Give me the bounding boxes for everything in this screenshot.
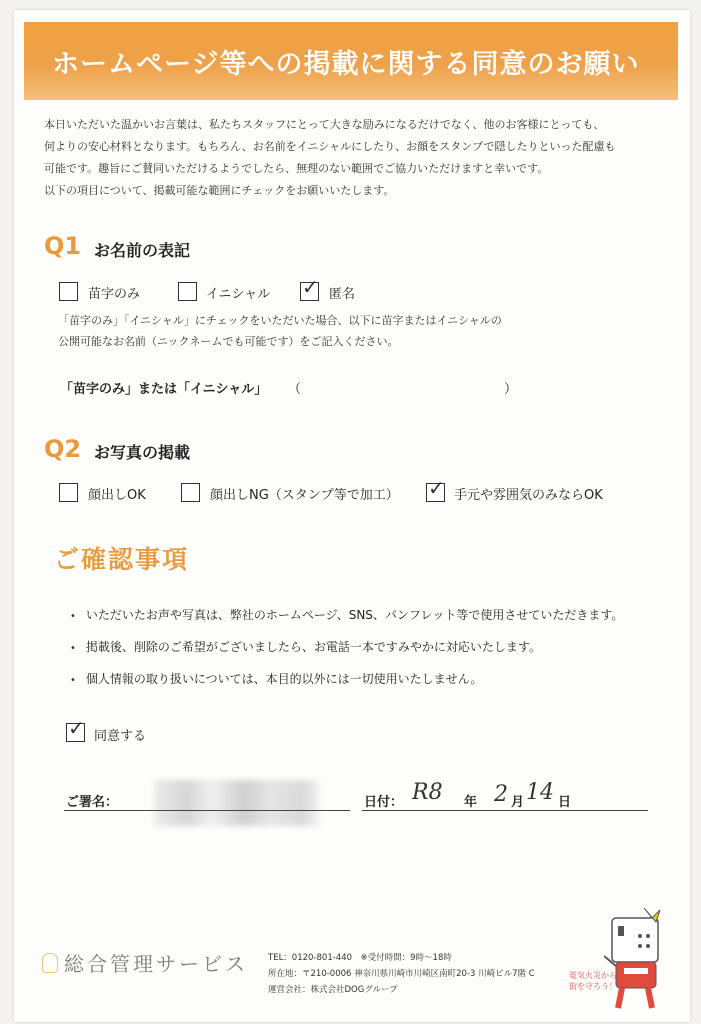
date-year-unit: 年 bbox=[464, 795, 478, 810]
confirm-section-title: ご確認事項 bbox=[54, 545, 190, 574]
q2-option-hands-only: 手元や雰囲気のみならOK bbox=[454, 488, 603, 503]
q2-title: お写真の掲載 bbox=[94, 443, 191, 462]
title-banner bbox=[24, 22, 678, 100]
company-logo bbox=[42, 948, 248, 977]
confirm-list bbox=[70, 600, 623, 696]
date-day: 14 bbox=[526, 780, 554, 805]
check-mark-icon: ✓ bbox=[68, 716, 85, 740]
q1-note-line: 「苗字のみ」「イニシャル」にチェックをいただいた場合、以下に苗字またはイニシャルの bbox=[58, 314, 502, 327]
confirm-item: • いただいたお声や写真は、弊社のホームページ、SNS、パンフレット等で使用させていただきます。 bbox=[70, 600, 623, 632]
footer-operator: 運営会社：株式会社DOGグループ bbox=[268, 985, 398, 995]
date-line bbox=[362, 810, 648, 811]
q1-option-surname: 苗字のみ bbox=[88, 287, 141, 302]
q1-label: Q1 bbox=[44, 232, 82, 260]
confirm-item: • 個人情報の取り扱いについては、本目的以外には一切使用いたしません。 bbox=[70, 664, 623, 696]
agree-checkbox[interactable] bbox=[66, 716, 85, 742]
check-mark-icon: ✓ bbox=[428, 476, 445, 500]
q2-option-face-ok: 顔出しOK bbox=[88, 488, 146, 503]
q1-title: お名前の表記 bbox=[94, 241, 191, 260]
date-label: 日付： bbox=[364, 795, 404, 810]
date-era: R8 bbox=[412, 780, 443, 805]
intro-line: 以下の項目について、掲載可能な範囲にチェックをお願いいたします。 bbox=[44, 184, 395, 197]
page-title: ホームページ等への掲載に関する同意のお願い bbox=[52, 49, 640, 80]
footer-contact bbox=[268, 950, 535, 998]
footer-tel: TEL：0120-801-440 ※受付時間：9時〜18時 bbox=[268, 953, 452, 963]
signature-line bbox=[64, 810, 350, 811]
mascot-illustration bbox=[604, 908, 684, 1013]
intro-line: 可能です。趣旨にご賛同いただけるようでしたら、無理のない範囲でご協力いただけますと幸いです。 bbox=[44, 162, 549, 175]
q1-checkbox-anonymous[interactable] bbox=[300, 275, 319, 301]
consent-form-sheet bbox=[14, 10, 690, 1022]
intro-line: 何よりの安心材料となります。もちろん、お名前をイニシャルにしたり、お顔をスタンプで隠したりといった配慮も bbox=[44, 140, 616, 153]
date-day-unit: 日 bbox=[558, 795, 572, 810]
check-mark-icon: ✓ bbox=[302, 275, 319, 299]
q1-paren-open: （ bbox=[288, 382, 302, 397]
mascot-caption bbox=[569, 970, 617, 992]
date-month-unit: 月 bbox=[511, 795, 525, 810]
date-month: 2 bbox=[494, 782, 508, 807]
mascot-caption-line: 電気火災から bbox=[569, 971, 617, 980]
intro-line: 本日いただいた温かいお言葉は、私たちスタッフにとって大きな励みになるだけでなく、他のお客様にとっても、 bbox=[44, 118, 605, 131]
company-name: 総合管理サービス bbox=[64, 952, 248, 976]
q1-option-anonymous: 匿名 bbox=[329, 287, 356, 302]
footer-address: 所在地：〒210-0006 神奈川県川崎市川崎区南町20-3 川崎ビル7階 C bbox=[268, 969, 535, 979]
q1-option-initial: イニシャル bbox=[206, 287, 271, 302]
q2-option-face-ng: 顔出しNG（スタンプ等で加工） bbox=[210, 488, 399, 503]
confirm-item: • 掲載後、削除のご希望がございましたら、お電話一本ですみやかに対応いたします。 bbox=[70, 632, 623, 664]
q1-checkbox-initial[interactable] bbox=[178, 282, 197, 301]
lightbulb-icon bbox=[42, 953, 58, 973]
mascot-caption-line: 街を守ろう！ bbox=[569, 982, 617, 991]
signature-redacted bbox=[154, 780, 319, 826]
intro-text bbox=[44, 114, 664, 202]
q1-note-line: 公開可能なお名前（ニックネームでも可能です）をご記入ください。 bbox=[58, 335, 399, 348]
q1-note bbox=[58, 310, 502, 352]
agree-label: 同意する bbox=[94, 729, 147, 744]
q1-paren-close: ） bbox=[504, 382, 518, 397]
q1-checkbox-surname[interactable] bbox=[59, 282, 78, 301]
signature-label: ご署名： bbox=[66, 795, 119, 810]
q2-checkbox-face-ok[interactable] bbox=[59, 483, 78, 502]
q2-checkbox-hands-only[interactable] bbox=[426, 476, 445, 502]
q2-checkbox-face-ng[interactable] bbox=[181, 483, 200, 502]
q1-fill-label: 「苗字のみ」または「イニシャル」 bbox=[60, 382, 268, 397]
q2-label: Q2 bbox=[44, 435, 82, 463]
